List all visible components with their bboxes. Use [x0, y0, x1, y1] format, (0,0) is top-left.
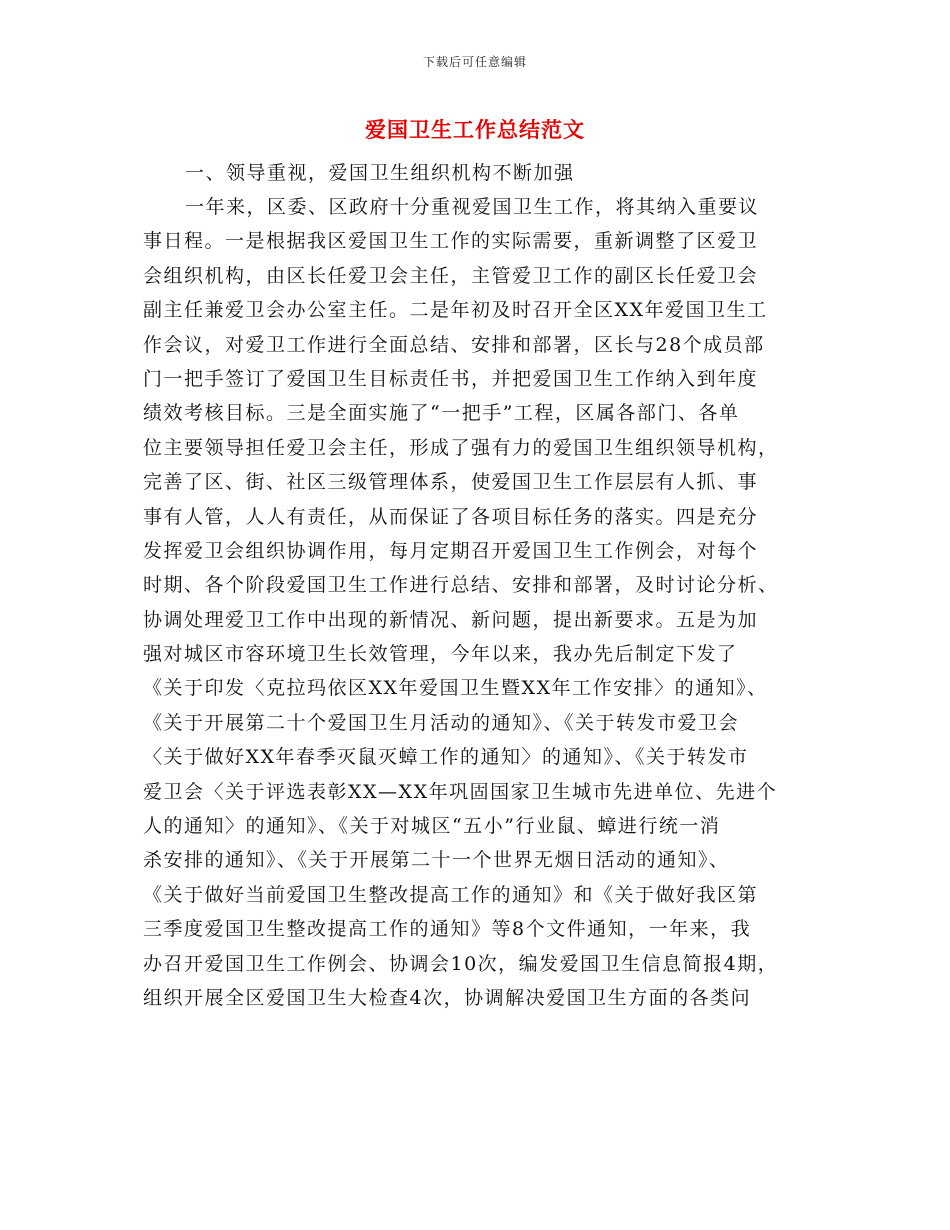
body-line: 完善了区、街、社区三级管理体系，使爱国卫生工作层层有人抓、事 — [143, 471, 759, 494]
body-line: 门一把手签订了爱国卫生目标责任书，并把爱国卫生工作纳入到年度 — [143, 367, 759, 390]
body-line: 强对城区市容环境卫生长效管理，今年以来，我办先后制定下发了 — [143, 643, 738, 666]
body-line: 爱卫会〈关于评选表彰XX—XX年巩固国家卫生城市先进单位、先进个 — [143, 780, 778, 803]
body-line: 协调处理爱卫工作中出现的新情况、新问题，提出新要求。五是为加 — [143, 608, 759, 631]
document-body — [143, 190, 808, 1015]
body-line: 发挥爱卫会组织协调作用，每月定期召开爱国卫生工作例会，对每个 — [143, 539, 759, 562]
body-line: 〈关于做好XX年春季灭鼠灭蟑工作的通知〉的通知》、《关于转发市 — [143, 746, 749, 769]
body-line: 《关于印发〈克拉玛依区XX年爱国卫生暨XX年工作安排〉的通知》、 — [143, 677, 768, 700]
body-line: 组织开展全区爱国卫生大检查4次，协调解决爱国卫生方面的各类问 — [143, 986, 752, 1009]
body-line: 人的通知〉的通知》、《关于对城区“五小”行业鼠、蟑进行统一消 — [143, 815, 721, 838]
body-line: 绩效考核目标。三是全面实施了“一把手”工程，区属各部门、各单 — [143, 402, 740, 425]
body-line: 事有人管，人人有责任，从而保证了各项目标任务的落实。四是充分 — [143, 505, 759, 528]
body-line: 三季度爱国卫生整改提高工作的通知》等8个文件通知，一年来，我 — [143, 918, 752, 941]
body-line: 杀安排的通知》、《关于开展第二十一个世界无烟日活动的通知》、 — [143, 849, 730, 872]
body-line: 《关于开展第二十个爱国卫生月活动的通知》、《关于转发市爱卫会 — [143, 711, 740, 734]
document-title: 爱国卫生工作总结范文 — [365, 117, 585, 142]
body-line: 一年来，区委、区政府十分重视爱国卫生工作，将其纳入重要议 — [185, 196, 760, 218]
body-line: 事日程。一是根据我区爱国卫生工作的实际需要，重新调整了区爱卫 — [143, 230, 759, 253]
body-line: 办召开爱国卫生工作例会、协调会10次，编发爱国卫生信息简报4期， — [143, 952, 779, 975]
body-line: 《关于做好当前爱国卫生整改提高工作的通知》和《关于做好我区第 — [143, 883, 759, 906]
body-line: 会组织机构，由区长任爱卫会主任，主管爱卫工作的副区长任爱卫会 — [143, 264, 759, 287]
section-heading: 一、领导重视，爱国卫生组织机构不断加强 — [185, 162, 575, 184]
body-line: 时期、各个阶段爱国卫生工作进行总结、安排和部署，及时讨论分析、 — [143, 574, 779, 597]
body-line: 位主要领导担任爱卫会主任，形成了强有力的爱国卫生组织领导机构， — [143, 436, 779, 459]
body-line: 作会议，对爱卫工作进行全面总结、安排和部署，区长与28个成员部 — [143, 333, 765, 356]
header-note: 下载后可任意编辑 — [422, 55, 527, 69]
body-line: 副主任兼爱卫会办公室主任。二是年初及时召开全区XX年爱国卫生工 — [143, 299, 768, 322]
